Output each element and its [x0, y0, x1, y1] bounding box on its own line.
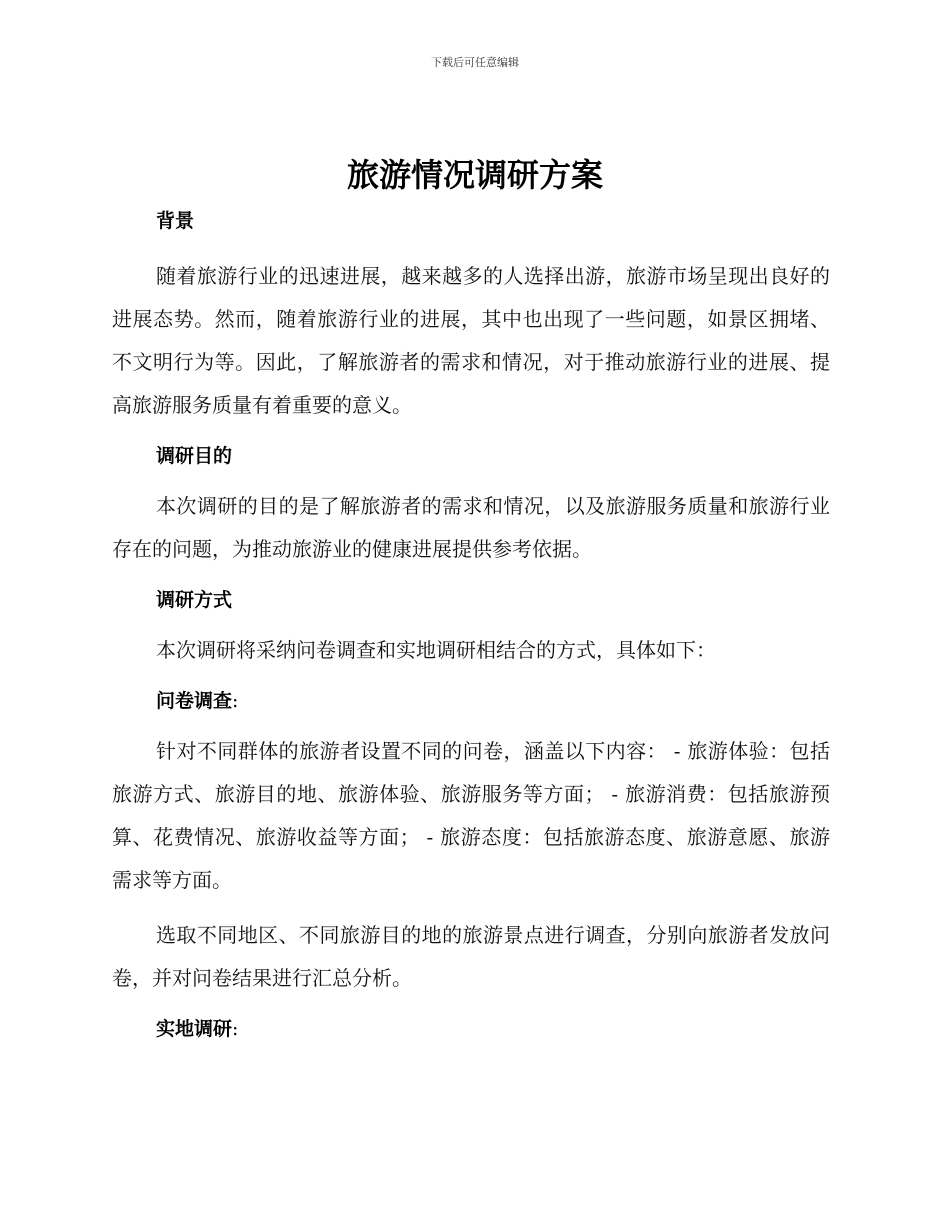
section-heading-fieldwork	[112, 1012, 830, 1046]
header-note: 下载后可任意编辑	[431, 56, 519, 69]
paragraph-questionnaire-content: 针对不同群体的旅游者设置不同的问卷，涵盖以下内容： - 旅游体验：包括旅游方式、旅游目的地、旅游体验、旅游服务等方面； - 旅游消费：包括旅游预算、花费情况、旅游收益等方面； - 旅游态度：包括旅游态度、旅游意愿、旅游需求等方面。	[112, 739, 830, 892]
section-heading-questionnaire	[112, 684, 830, 718]
document-body	[112, 204, 830, 1046]
paragraph-purpose: 本次调研的目的是了解旅游者的需求和情况，以及旅游服务质量和旅游行业存在的问题，为推动旅游业的健康进展提供参考依据。	[112, 494, 830, 561]
fieldwork-heading-colon: :	[232, 1018, 239, 1040]
section-heading-method: 调研方式	[156, 589, 233, 611]
questionnaire-heading-label: 问卷调查	[156, 690, 233, 712]
paragraph-questionnaire-method: 选取不同地区、不同旅游目的地的旅游景点进行调查，分别向旅游者发放问卷，并对问卷结果进行汇总分析。	[112, 923, 830, 990]
questionnaire-heading-colon: :	[232, 690, 239, 712]
paragraph-background: 随着旅游行业的迅速进展，越来越多的人选择出游，旅游市场呈现出良好的进展态势。然而，随着旅游行业的进展，其中也出现了一些问题，如景区拥堵、不文明行为等。因此，了解旅游者的需求和情况，对于推动旅游行业的进展、提高旅游服务质量有着重要的意义。	[112, 264, 830, 417]
section-heading-background: 背景	[156, 210, 195, 232]
paragraph-method: 本次调研将采纳问卷调查和实地调研相结合的方式，具体如下：	[156, 638, 716, 662]
fieldwork-heading-label: 实地调研	[156, 1018, 233, 1040]
section-heading-purpose: 调研目的	[156, 445, 233, 467]
document-title: 旅游情况调研方案	[346, 156, 603, 194]
